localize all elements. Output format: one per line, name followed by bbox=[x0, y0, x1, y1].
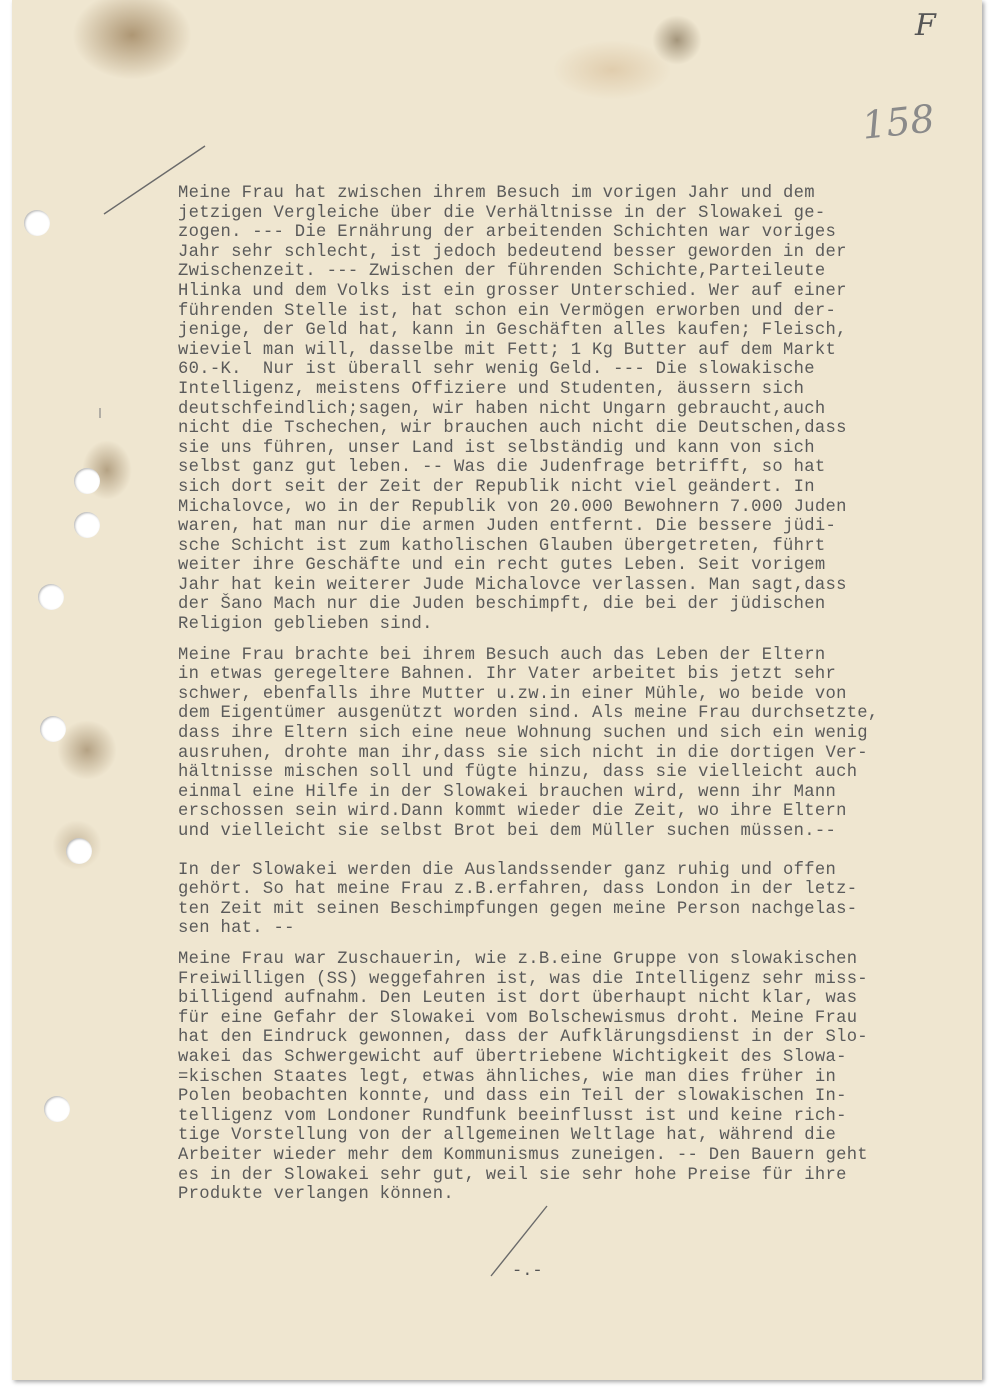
text-line: sche Schicht ist zum katholischen Glauben übergetreten, führt bbox=[178, 536, 826, 556]
text-line: Meine Frau hat zwischen ihrem Besuch im vorigen Jahr und dem bbox=[178, 184, 815, 203]
text-line: wieviel man will, dasselbe mit Fett; 1 Kg Butter auf dem Markt bbox=[178, 340, 837, 360]
text-line: Polen beobachten konnte, und dass ein Teil der slowakischen In- bbox=[178, 1087, 847, 1107]
text-line: für eine Gefahr der Slowakei vom Bolschewismus droht. Meine Frau bbox=[178, 1008, 858, 1028]
text-line: selbst ganz gut leben. -- Was die Judenfrage betrifft, so hat bbox=[178, 458, 826, 478]
paragraph-gap bbox=[178, 635, 998, 646]
text-line: weiter ihre Geschäfte und ein recht gutes Leben. Seit vorigem bbox=[178, 556, 826, 576]
text-line: dem Eigentümer ausgenützt worden sind. Als meine Frau durchsetzte, bbox=[178, 704, 879, 724]
text-line: Produkte verlangen können. bbox=[178, 1185, 454, 1205]
paragraph-3 bbox=[178, 861, 998, 939]
text-line: ten Zeit mit seinen Beschimpfungen gegen meine Person nachgelas- bbox=[178, 899, 858, 919]
paragraph-4 bbox=[178, 950, 998, 1205]
end-mark: -.- bbox=[512, 1262, 543, 1281]
text-line: nicht die Tschechen, wir brauchen auch nicht die Deutschen,dass bbox=[178, 419, 847, 439]
text-line: hat den Eindruck gewonnen, dass der Aufklärungsdienst in der Slo- bbox=[178, 1028, 868, 1048]
text-line: Hlinka und dem Volks ist ein grosser Unterschied. Wer auf einer bbox=[178, 281, 847, 301]
text-line: der Šano Mach nur die Juden beschimpft, die bei der jüdischen bbox=[178, 595, 826, 615]
text-line: Jahr sehr schlecht, ist jedoch bedeutend besser geworden in der bbox=[178, 242, 847, 262]
handwritten-page-number: 158 bbox=[859, 96, 937, 148]
text-line: hältnisse mischen soll und fügte hinzu, dass sie vielleicht auch bbox=[178, 763, 858, 783]
text-line: Freiwilligen (SS) weggefahren ist, was die Intelligenz sehr miss- bbox=[178, 969, 868, 989]
text-line: Meine Frau war Zuschauerin, wie z.B.eine Gruppe von slowakischen bbox=[178, 949, 858, 969]
text-line: Intelligenz, meistens Offiziere und Studenten, äussern sich bbox=[178, 379, 805, 399]
paragraph-gap bbox=[178, 939, 998, 950]
text-line: gehört. So hat meine Frau z.B.erfahren, dass London in der letz- bbox=[178, 880, 858, 900]
text-line: Michalovce, wo in der Republik von 20.000 Bewohnern 7.000 Juden bbox=[178, 497, 847, 517]
text-line: tige Vorstellung von der allgemeinen Weltlage hat, während die bbox=[178, 1126, 837, 1146]
paragraph-2 bbox=[178, 646, 998, 842]
text-line: Arbeiter wieder mehr dem Kommunismus zuneigen. -- Den Bauern geht bbox=[178, 1145, 868, 1165]
text-line: in etwas geregeltere Bahnen. Ihr Vater arbeitet bis jetzt sehr bbox=[178, 665, 837, 685]
text-line: In der Slowakei werden die Auslandssender ganz ruhig und offen bbox=[178, 860, 837, 880]
paragraph-gap bbox=[178, 842, 998, 861]
text-line: schwer, ebenfalls ihre Mutter u.zw.in einer Mühle, wo beide von bbox=[178, 684, 847, 704]
text-line: jetzigen Vergleiche über die Verhältnisse in der Slowakei ge- bbox=[178, 203, 826, 223]
text-line: und vielleicht sie selbst Brot bei dem Müller suchen müssen.-- bbox=[178, 822, 837, 841]
text-line: billigend aufnahm. Den Leuten ist dort überhaupt nicht klar, was bbox=[178, 989, 858, 1009]
text-line: 60.-K. Nur ist überall sehr wenig Geld. --- Die slowakische bbox=[178, 360, 815, 380]
typewritten-text bbox=[178, 184, 998, 1205]
corner-mark: F bbox=[915, 8, 936, 43]
text-line: wakei das Schwergewicht auf übertriebene Wichtigkeit des Slowa- bbox=[178, 1047, 847, 1067]
text-line: waren, hat man nur die armen Juden entfernt. Die bessere jüdi- bbox=[178, 517, 837, 537]
text-line: ausruhen, drohte man ihr,dass sie sich nicht in die dortigen Ver- bbox=[178, 743, 868, 763]
text-line: Zwischenzeit. --- Zwischen der führenden Schichte,Parteileute bbox=[178, 262, 826, 282]
text-line: sen hat. -- bbox=[178, 919, 295, 939]
text-line: erschossen sein wird.Dann kommt wieder die Zeit, wo ihre Eltern bbox=[178, 802, 847, 822]
text-line: führenden Stelle ist, hat schon ein Vermögen erworben und der- bbox=[178, 301, 837, 321]
text-line: Jahr hat kein weiterer Jude Michalovce verlassen. Man sagt,dass bbox=[178, 575, 847, 595]
paragraph-1 bbox=[178, 184, 998, 635]
text-line: jenige, der Geld hat, kann in Geschäften alles kaufen; Fleisch, bbox=[178, 321, 847, 341]
text-line: sie uns führen, unser Land ist selbständig und kann von sich bbox=[178, 438, 815, 458]
text-line: telligenz vom Londoner Rundfunk beeinflusst ist und keine rich- bbox=[178, 1106, 847, 1126]
text-line: Religion geblieben sind. bbox=[178, 615, 433, 635]
text-line: es in der Slowakei sehr gut, weil sie sehr hohe Preise für ihre bbox=[178, 1165, 847, 1185]
text-line: dass ihre Eltern sich eine neue Wohnung suchen und sich ein wenig bbox=[178, 724, 868, 744]
text-line: zogen. --- Die Ernährung der arbeitenden Schichten war voriges bbox=[178, 223, 837, 243]
text-line: sich dort seit der Zeit der Republik nicht viel geändert. In bbox=[178, 477, 815, 497]
text-line: =kischen Staates legt, etwas ähnliches, wie man dies früher in bbox=[178, 1067, 837, 1087]
text-line: Meine Frau brachte bei ihrem Besuch auch das Leben der Eltern bbox=[178, 645, 826, 665]
text-line: einmal eine Hilfe in der Slowakei brauchen wird, wenn ihr Mann bbox=[178, 782, 837, 802]
text-line: deutschfeindlich;sagen, wir haben nicht Ungarn gebraucht,auch bbox=[178, 399, 826, 419]
